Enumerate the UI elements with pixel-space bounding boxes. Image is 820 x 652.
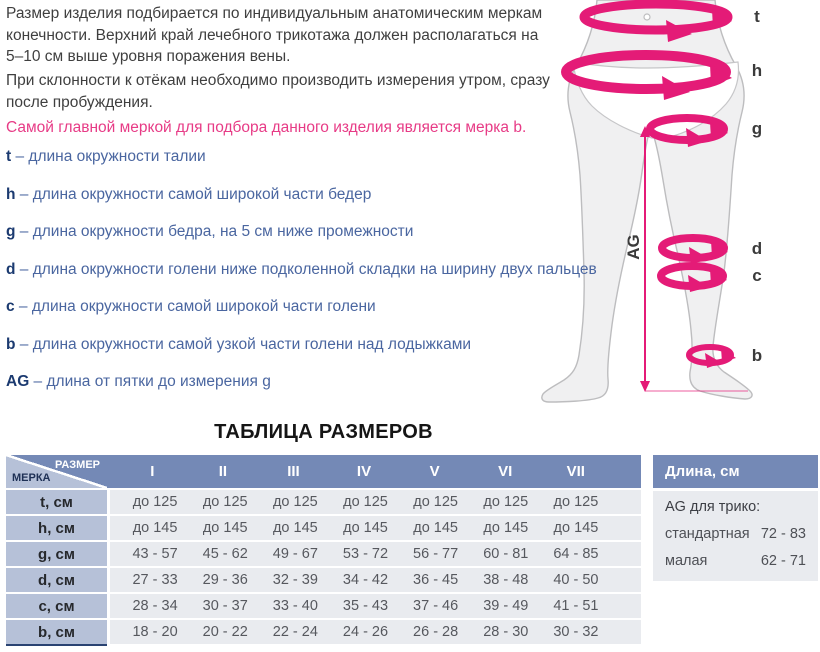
- length-row: [665, 553, 806, 569]
- table-cell: до 145: [272, 520, 318, 536]
- figure-mark-b: b: [751, 346, 763, 365]
- table-cell: 49 - 67: [272, 546, 318, 562]
- table-cell: 39 - 49: [483, 598, 529, 614]
- length-panel-body: [653, 491, 818, 581]
- table-cell: 56 - 77: [413, 546, 459, 562]
- row-label: t, см: [6, 490, 107, 514]
- definition-dash: –: [15, 185, 33, 203]
- row-label: d, см: [6, 568, 107, 592]
- navel-icon: [644, 14, 650, 20]
- table-cell: 34 - 42: [342, 572, 389, 588]
- definition-letter: c: [6, 298, 15, 315]
- length-panel-title: Длина, см: [653, 455, 818, 488]
- table-cell: 28 - 30: [483, 624, 529, 640]
- table-cell: до 125: [132, 494, 178, 510]
- table-cell: 38 - 48: [483, 572, 529, 588]
- size-column-header: VI: [498, 463, 513, 480]
- table-cell: до 125: [272, 494, 318, 510]
- measurement-definition: [6, 221, 597, 243]
- table-cell: до 145: [132, 520, 178, 536]
- figure-mark-t: t: [754, 7, 760, 26]
- row-label: g, см: [6, 542, 107, 566]
- definition-dash: –: [14, 298, 32, 315]
- size-column-header: V: [429, 463, 440, 480]
- definition-text: длина окружности самой широкой части голени: [31, 298, 376, 315]
- table-cell: 36 - 45: [413, 572, 459, 588]
- table-cell: до 145: [553, 520, 599, 536]
- table-cell: 29 - 36: [202, 572, 248, 588]
- definition-letter: AG: [6, 373, 30, 390]
- table-cell: 37 - 46: [413, 598, 459, 614]
- row-label: c, см: [6, 594, 107, 618]
- definition-dash: –: [15, 223, 33, 240]
- size-column-header: III: [287, 463, 300, 480]
- table-cell: до 125: [202, 494, 248, 510]
- row-label: h, см: [6, 516, 107, 540]
- table-cell: до 125: [413, 494, 458, 510]
- table-cell: 32 - 39: [272, 572, 318, 588]
- table-row: [6, 568, 641, 592]
- intro-paragraph-1: Размер изделия подбирается по индивидуальным анатомическим меркам конечности. Верхний край лечебного трикотажа должен располагаться на 5–10 см выше уровня поражения вены.: [6, 5, 543, 65]
- table-cell: 20 - 22: [202, 624, 248, 640]
- measurement-definitions: [6, 146, 597, 409]
- table-cell: 27 - 33: [132, 572, 178, 588]
- table-cell: 22 - 24: [272, 624, 318, 640]
- definition-text: длина окружности талии: [28, 148, 206, 165]
- corner-size-label: РАЗМЕР: [54, 459, 100, 471]
- intro-paragraph-2: При склонности к отёкам необходимо производить измерения утром, сразу после пробуждения.: [6, 72, 550, 111]
- table-cell: 24 - 26: [342, 624, 389, 640]
- measurement-definition: [6, 371, 597, 393]
- table-row: [6, 490, 641, 514]
- highlight-sentence: Самой главной меркой для подбора данного изделия является мерка b.: [6, 119, 527, 136]
- size-column-header: I: [150, 463, 155, 480]
- definition-letter: d: [6, 260, 16, 278]
- table-cell: 26 - 28: [413, 624, 459, 640]
- table-cell: до 125: [483, 494, 529, 510]
- length-panel-subtitle: AG для трико:: [665, 499, 761, 515]
- table-cell: 33 - 40: [272, 598, 318, 614]
- measurement-definition: [6, 296, 597, 318]
- definition-text: длина окружности бедра, на 5 см ниже промежности: [32, 223, 414, 240]
- row-values: [110, 490, 641, 514]
- table-cell: 28 - 34: [132, 598, 178, 614]
- table-cell: 30 - 32: [553, 624, 599, 640]
- table-cell: 18 - 20: [132, 624, 178, 640]
- table-cell: 43 - 57: [132, 546, 178, 562]
- ag-label: AG: [624, 234, 643, 260]
- definition-letter: h: [6, 185, 16, 203]
- table-row: [6, 516, 641, 540]
- table-cell: 41 - 51: [553, 598, 599, 614]
- row-values: [110, 620, 641, 644]
- length-row-value: 62 - 71: [760, 553, 806, 569]
- table-cell: до 125: [553, 494, 599, 510]
- row-values: [110, 568, 641, 592]
- measurement-definition: [6, 334, 597, 356]
- figure-mark-c: c: [752, 266, 762, 285]
- definition-text: длина окружности самой широкой части бедер: [32, 185, 372, 203]
- size-table-header-row: [6, 455, 641, 488]
- definition-letter: t: [6, 148, 12, 165]
- definition-letter: g: [6, 223, 16, 240]
- table-row: [6, 620, 641, 644]
- definition-dash: –: [15, 260, 33, 278]
- size-column-headers: [107, 455, 641, 488]
- table-cell: 35 - 43: [342, 598, 389, 614]
- definition-text: длина окружности голени ниже подколенной складки на ширину двух пальцев: [32, 260, 597, 278]
- definition-dash: –: [29, 373, 47, 390]
- size-table: [6, 455, 641, 644]
- size-table-title: ТАБЛИЦА РАЗМЕРОВ: [214, 421, 433, 443]
- table-cell: 30 - 37: [202, 598, 248, 614]
- size-table-body: [6, 490, 641, 644]
- table-row: [6, 542, 641, 566]
- table-cell: 64 - 85: [553, 546, 599, 562]
- row-label: b, см: [6, 620, 107, 644]
- length-row-label: стандартная: [665, 526, 750, 542]
- size-table-corner-cell: [6, 455, 107, 488]
- table-cell: до 145: [483, 520, 529, 536]
- measurement-definition: [6, 184, 597, 206]
- size-column-header: II: [218, 463, 228, 480]
- row-values: [110, 594, 641, 618]
- table-cell: 45 - 62: [202, 546, 248, 562]
- size-column-header: VII: [566, 463, 585, 480]
- length-row-value: 72 - 83: [760, 526, 806, 542]
- length-panel: [653, 455, 818, 581]
- figure-mark-d: d: [751, 239, 763, 258]
- definition-text: длина окружности самой узкой части голени над лодыжками: [32, 335, 472, 353]
- figure-mark-h: h: [751, 61, 763, 80]
- table-cell: 40 - 50: [553, 572, 599, 588]
- definition-text: длина от пятки до измерения g: [46, 373, 271, 390]
- table-row: [6, 594, 641, 618]
- size-column-header: IV: [356, 463, 372, 480]
- table-cell: 60 - 81: [483, 546, 529, 562]
- figure-mark-g: g: [751, 119, 763, 138]
- table-cell: до 145: [343, 520, 388, 536]
- table-cell: 53 - 72: [342, 546, 389, 562]
- row-values: [110, 542, 641, 566]
- table-cell: до 145: [413, 520, 458, 536]
- definition-letter: b: [6, 335, 16, 353]
- length-row: [665, 526, 806, 542]
- table-cell: до 145: [202, 520, 248, 536]
- length-row-label: малая: [665, 553, 708, 569]
- measurement-definition: [6, 259, 597, 281]
- table-cell: до 125: [343, 494, 388, 510]
- row-values: [110, 516, 641, 540]
- measurement-definition: [6, 146, 597, 168]
- corner-merka-label: МЕРКА: [12, 472, 51, 484]
- definition-dash: –: [15, 335, 33, 353]
- definition-dash: –: [11, 148, 29, 165]
